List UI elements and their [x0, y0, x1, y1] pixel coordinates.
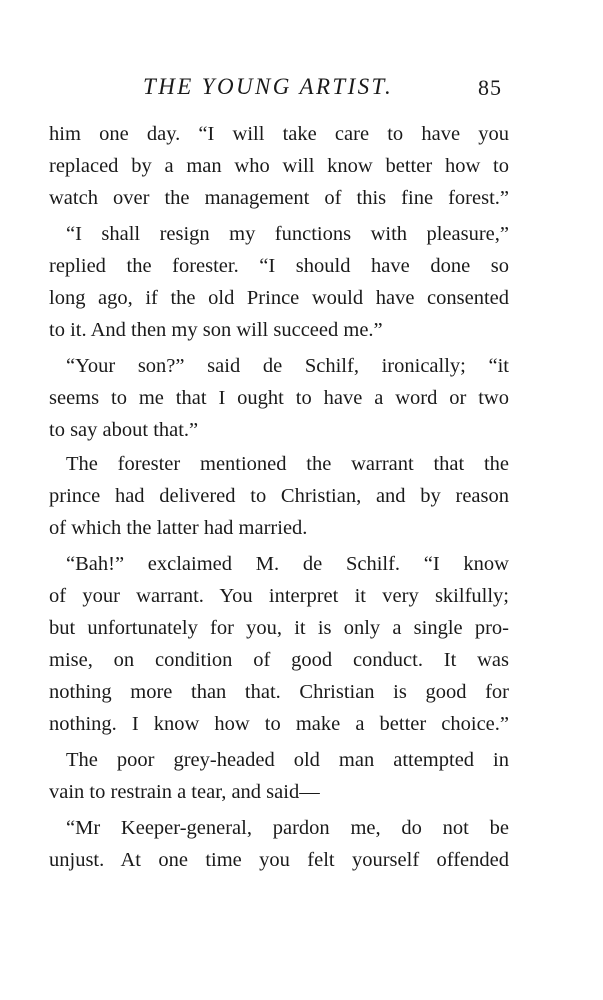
- text-line: replaced by a man who will know better how to: [49, 155, 509, 177]
- running-head: [0, 74, 603, 104]
- text-line: of your warrant. You interpret it very skilfully;: [49, 585, 509, 607]
- running-title: THE YOUNG ARTIST.: [143, 74, 394, 99]
- text-line: vain to restrain a tear, and said—: [49, 781, 320, 803]
- page-number: 85: [478, 75, 502, 100]
- text-line: unjust. At one time you felt yourself offended: [49, 849, 509, 871]
- text-line: mise, on condition of good conduct. It was: [49, 649, 509, 671]
- text-line: seems to me that I ought to have a word or two: [49, 387, 509, 409]
- text-line: The poor grey-headed old man attempted in: [66, 749, 509, 771]
- text-line: replied the forester. “I should have done so: [49, 255, 509, 277]
- text-line: “Your son?” said de Schilf, ironically; “it: [66, 355, 509, 377]
- text-line: “Mr Keeper-general, pardon me, do not be: [66, 817, 509, 839]
- text-line: long ago, if the old Prince would have consented: [49, 287, 509, 309]
- text-line: him one day. “I will take care to have you: [49, 123, 509, 145]
- text-line: prince had delivered to Christian, and by reason: [49, 485, 509, 507]
- text-line: “Bah!” exclaimed M. de Schilf. “I know: [66, 553, 509, 575]
- text-line: watch over the management of this fine forest.”: [49, 187, 509, 209]
- text-line: of which the latter had married.: [49, 517, 308, 539]
- text-line: “I shall resign my functions with pleasure,”: [66, 223, 509, 245]
- text-line: to say about that.”: [49, 419, 199, 441]
- text-line: nothing. I know how to make a better choice.”: [49, 713, 509, 735]
- text-line: The forester mentioned the warrant that the: [66, 453, 509, 475]
- text-line: but unfortunately for you, it is only a single pro-: [49, 617, 509, 639]
- text-line: nothing more than that. Christian is good for: [49, 681, 509, 703]
- text-line: to it. And then my son will succeed me.”: [49, 319, 383, 341]
